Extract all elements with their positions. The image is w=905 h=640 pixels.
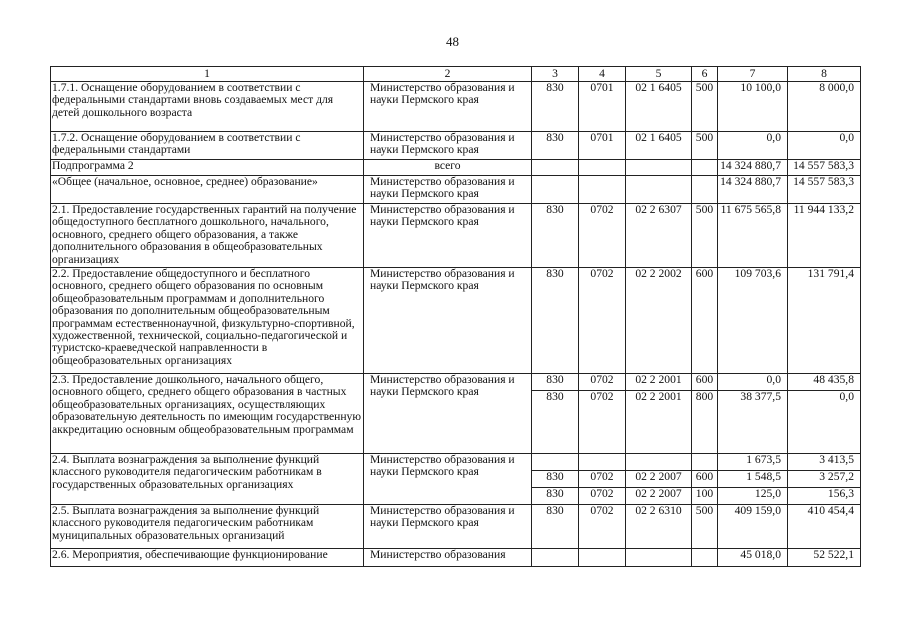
type-cell: 500 [692, 132, 718, 160]
amount-2016-cell: 156,3 [788, 488, 861, 505]
table-row [51, 374, 861, 391]
code-cell: 830 [532, 391, 579, 454]
ministry-cell: Министерство образования и науки Пермского края [364, 132, 532, 160]
amount-2015-cell: 14 324 880,7 [718, 176, 788, 204]
table-row [51, 454, 861, 471]
description-cell: 1.7.1. Оснащение оборудованием в соответствии с федеральными стандартами вновь создаваемых мест для детей дошкольного возраста [51, 82, 364, 132]
header-cell: 5 [626, 67, 692, 82]
target-cell [626, 176, 692, 204]
type-cell: 600 [692, 268, 718, 374]
amount-2015-cell: 38 377,5 [718, 391, 788, 454]
header-cell: 3 [532, 67, 579, 82]
code-cell: 830 [532, 204, 579, 268]
code-cell: 830 [532, 132, 579, 160]
code-cell [532, 176, 579, 204]
target-cell [626, 454, 692, 471]
table-row [51, 160, 861, 176]
table-row [51, 204, 861, 268]
section-cell: 0702 [579, 391, 626, 454]
code-cell: 830 [532, 471, 579, 488]
type-cell: 500 [692, 204, 718, 268]
amount-2016-cell: 0,0 [788, 132, 861, 160]
ministry-cell: Министерство образования и науки Пермского края [364, 82, 532, 132]
target-cell [626, 160, 692, 176]
target-cell: 02 2 2001 [626, 391, 692, 454]
section-cell: 0702 [579, 488, 626, 505]
header-cell: 2 [364, 67, 532, 82]
amount-2015-cell: 45 018,0 [718, 549, 788, 567]
type-cell: 800 [692, 391, 718, 454]
section-cell [579, 176, 626, 204]
ministry-cell: Министерство образования и науки Пермского края [364, 505, 532, 549]
amount-2016-cell: 11 944 133,2 [788, 204, 861, 268]
type-cell: 100 [692, 488, 718, 505]
ministry-cell: Министерство образования и науки Пермского края [364, 268, 532, 374]
description-cell: 2.2. Предоставление общедоступного и бесплатного основного, среднего общего образования по основным общеобразовательным программам и дополнительного образования по дополнительным общеобразовательным программам естественнонаучной, физкультурно-спортивной, художественной, технической, социально-педагогической и туристско-краеведческой направленности в общеобразовательных организациях [51, 268, 364, 374]
target-cell: 02 2 2007 [626, 471, 692, 488]
target-cell: 02 1 6405 [626, 82, 692, 132]
amount-2015-cell: 409 159,0 [718, 505, 788, 549]
amount-2015-cell: 109 703,6 [718, 268, 788, 374]
amount-2015-cell: 125,0 [718, 488, 788, 505]
type-cell [692, 160, 718, 176]
description-cell: 2.6. Мероприятия, обеспечивающие функционирование [51, 549, 364, 567]
type-cell: 600 [692, 374, 718, 391]
code-cell: 830 [532, 374, 579, 391]
section-cell: 0702 [579, 374, 626, 391]
section-cell: 0702 [579, 505, 626, 549]
amount-2016-cell: 3 257,2 [788, 471, 861, 488]
description-cell: «Общее (начальное, основное, среднее) образование» [51, 176, 364, 204]
amount-2015-cell: 10 100,0 [718, 82, 788, 132]
table-row [51, 549, 861, 567]
code-cell [532, 160, 579, 176]
type-cell: 500 [692, 505, 718, 549]
section-cell: 0702 [579, 204, 626, 268]
code-cell: 830 [532, 268, 579, 374]
target-cell: 02 2 6310 [626, 505, 692, 549]
description-cell: 2.3. Предоставление дошкольного, начального общего, основного общего, среднего общего образования в частных общеобразовательных организациях, осуществляющих образовательную деятельность по имеющим государственную аккредитацию основным общеобразовательным программам [51, 374, 364, 454]
description-cell: 2.4. Выплата вознаграждения за выполнение функций классного руководителя педагогическим работникам в государственных образовательных организациях [51, 454, 364, 505]
ministry-cell: всего [364, 160, 532, 176]
description-cell: 1.7.2. Оснащение оборудованием в соответствии с федеральными стандартами [51, 132, 364, 160]
type-cell [692, 176, 718, 204]
page-number: 48 [446, 34, 459, 49]
amount-2016-cell: 14 557 583,3 [788, 176, 861, 204]
amount-2015-cell: 1 548,5 [718, 471, 788, 488]
section-cell [579, 549, 626, 567]
table-row [51, 268, 861, 374]
ministry-cell: Министерство образования и науки Пермского края [364, 204, 532, 268]
header-cell: 4 [579, 67, 626, 82]
target-cell [626, 549, 692, 567]
target-cell: 02 2 6307 [626, 204, 692, 268]
amount-2016-cell: 0,0 [788, 391, 861, 454]
type-cell [692, 549, 718, 567]
amount-2015-cell: 1 673,5 [718, 454, 788, 471]
ministry-cell: Министерство образования и науки Пермского края [364, 454, 532, 505]
code-cell: 830 [532, 82, 579, 132]
amount-2015-cell: 14 324 880,7 [718, 160, 788, 176]
amount-2016-cell: 14 557 583,3 [788, 160, 861, 176]
amount-2015-cell: 11 675 565,8 [718, 204, 788, 268]
amount-2016-cell: 131 791,4 [788, 268, 861, 374]
section-cell: 0701 [579, 132, 626, 160]
header-row [51, 67, 861, 82]
budget-table [50, 66, 861, 567]
description-cell: 2.1. Предоставление государственных гарантий на получение общедоступного бесплатного дошкольного, начального, основного, среднего общего образования, а также дополнительного образования в общеобразовательных организациях [51, 204, 364, 268]
type-cell: 500 [692, 82, 718, 132]
type-cell: 600 [692, 471, 718, 488]
amount-2016-cell: 52 522,1 [788, 549, 861, 567]
amount-2016-cell: 3 413,5 [788, 454, 861, 471]
code-cell [532, 549, 579, 567]
amount-2015-cell: 0,0 [718, 374, 788, 391]
section-cell [579, 160, 626, 176]
table-row [51, 132, 861, 160]
code-cell [532, 454, 579, 471]
amount-2016-cell: 8 000,0 [788, 82, 861, 132]
description-cell: Подпрограмма 2 [51, 160, 364, 176]
header-cell: 7 [718, 67, 788, 82]
amount-2015-cell: 0,0 [718, 132, 788, 160]
ministry-cell: Министерство образования [364, 549, 532, 567]
code-cell: 830 [532, 505, 579, 549]
target-cell: 02 2 2007 [626, 488, 692, 505]
type-cell [692, 454, 718, 471]
section-cell [579, 454, 626, 471]
section-cell: 0702 [579, 268, 626, 374]
target-cell: 02 2 2002 [626, 268, 692, 374]
table-row [51, 176, 861, 204]
target-cell: 02 1 6405 [626, 132, 692, 160]
table-row [51, 505, 861, 549]
description-cell: 2.5. Выплата вознаграждения за выполнение функций классного руководителя педагогическим работникам муниципальных образовательных организаций [51, 505, 364, 549]
amount-2016-cell: 48 435,8 [788, 374, 861, 391]
section-cell: 0701 [579, 82, 626, 132]
header-cell: 1 [51, 67, 364, 82]
header-cell: 6 [692, 67, 718, 82]
amount-2016-cell: 410 454,4 [788, 505, 861, 549]
code-cell: 830 [532, 488, 579, 505]
target-cell: 02 2 2001 [626, 374, 692, 391]
ministry-cell: Министерство образования и науки Пермского края [364, 176, 532, 204]
table-row [51, 82, 861, 132]
header-cell: 8 [788, 67, 861, 82]
ministry-cell: Министерство образования и науки Пермского края [364, 374, 532, 454]
section-cell: 0702 [579, 471, 626, 488]
